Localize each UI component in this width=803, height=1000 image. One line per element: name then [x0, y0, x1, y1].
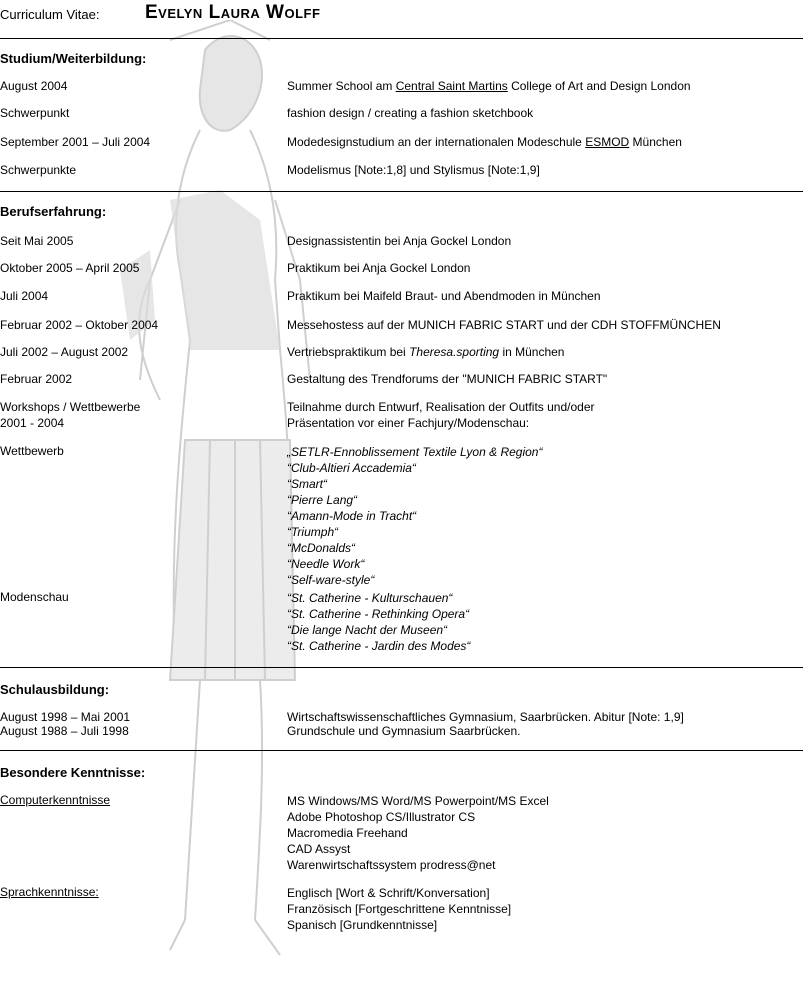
wettbewerb-label: Wettbewerb	[0, 444, 64, 458]
list-item: Spanisch [Grundkenntnisse]	[287, 918, 438, 932]
section-heading-beruf: Berufserfahrung:	[0, 204, 107, 219]
list-item: Englisch [Wort & Schrift/Konversation]	[287, 886, 490, 900]
list-item: “St. Catherine - Jardin des Modes“	[287, 639, 471, 653]
computer-skills-list	[287, 793, 549, 873]
list-item: “Amann-Mode in Tracht“	[287, 509, 417, 523]
modenschau-list	[287, 590, 470, 654]
modenschau-label: Modenschau	[0, 590, 69, 604]
list-item: “St. Catherine - Kulturschauen“	[287, 591, 453, 605]
beruf-row-value: Vertriebspraktikum bei Theresa.sporting in München	[287, 345, 565, 359]
list-item: CAD Assyst	[287, 842, 351, 856]
beruf-row-label: Seit Mai 2005	[0, 234, 74, 248]
list-item: “Smart“	[287, 477, 327, 491]
beruf-row-label: Juli 2004	[0, 289, 49, 303]
cv-label: Curriculum Vitae:	[0, 7, 100, 22]
sprachkenntnisse-label[interactable]: Sprachkenntnisse:	[0, 885, 99, 899]
beruf-row-label: Juli 2002 – August 2002	[0, 345, 129, 359]
schule-row-label: August 1998 – Mai 2001	[0, 710, 131, 724]
beruf-row-label: Oktober 2005 – April 2005	[0, 261, 140, 275]
studium-row-label: August 2004	[0, 79, 68, 93]
beruf-row-value: Designassistentin bei Anja Gockel London	[287, 234, 512, 248]
list-item: MS Windows/MS Word/MS Powerpoint/MS Excel	[287, 794, 549, 808]
workshops-value: Teilnahme durch Entwurf, Realisation der Outfits und/oder Präsentation vor einer Fachjury/Modenschau:	[287, 400, 595, 430]
applicant-name: Evelyn Laura Wolff	[145, 2, 321, 23]
studium-row-value: fashion design / creating a fashion sketchbook	[287, 106, 534, 120]
divider	[0, 667, 803, 668]
list-item: “Pierre Lang“	[287, 493, 358, 507]
schule-row-value: Grundschule und Gymnasium Saarbrücken.	[287, 724, 521, 738]
beruf-row-label: Februar 2002 – Oktober 2004	[0, 318, 159, 332]
divider	[0, 750, 803, 751]
beruf-row-value: Messehostess auf der MUNICH FABRIC START und der CDH STOFFMÜNCHEN	[287, 318, 721, 332]
divider	[0, 38, 803, 39]
section-heading-studium: Studium/Weiterbildung:	[0, 51, 147, 66]
studium-row-value: Modedesignstudium an der internationalen Modeschule ESMOD München	[287, 135, 682, 149]
studium-row-label: Schwerpunkte	[0, 163, 77, 177]
list-item: “Die lange Nacht der Museen“	[287, 623, 448, 637]
list-item: Adobe Photoshop CS/Illustrator CS	[287, 810, 476, 824]
list-item: Macromedia Freehand	[287, 826, 408, 840]
studium-row-value: Modelismus [Note:1,8] und Stylismus [Note:1,9]	[287, 163, 540, 177]
list-item: “Needle Work“	[287, 557, 365, 571]
studium-row-label: September 2001 – Juli 2004	[0, 135, 151, 149]
section-heading-schule: Schulausbildung:	[0, 682, 110, 697]
list-item: Warenwirtschaftssystem prodress@net	[287, 858, 496, 872]
list-item: Französisch [Fortgeschrittene Kenntnisse]	[287, 902, 512, 916]
studium-row-value: Summer School am Central Saint Martins College of Art and Design London	[287, 79, 691, 93]
beruf-row-label: Februar 2002	[0, 372, 73, 386]
beruf-row-value: Gestaltung des Trendforums der "MUNICH FABRIC START"	[287, 372, 608, 386]
wettbewerb-list	[287, 444, 542, 588]
list-item: “St. Catherine - Rethinking Opera“	[287, 607, 470, 621]
divider	[0, 191, 803, 192]
esmod-link[interactable]: ESMOD	[585, 135, 630, 149]
central-saint-martins-link[interactable]: Central Saint Martins	[395, 79, 508, 93]
section-heading-kenntnisse: Besondere Kenntnisse:	[0, 765, 146, 780]
list-item: “Triumph“	[287, 525, 339, 539]
schule-row-label: August 1988 – Juli 1998	[0, 724, 129, 738]
schule-row-value: Wirtschaftswissenschaftliches Gymnasium, Saarbrücken. Abitur [Note: 1,9]	[287, 710, 684, 724]
beruf-row-value: Praktikum bei Anja Gockel London	[287, 261, 471, 275]
beruf-row-value: Praktikum bei Maifeld Braut- und Abendmoden in München	[287, 289, 601, 303]
list-item: “Self-ware-style“	[287, 573, 375, 587]
workshops-label: Workshops / Wettbewerbe 2001 - 2004	[0, 400, 141, 430]
computerkenntnisse-label[interactable]: Computerkenntnisse	[0, 793, 111, 807]
language-skills-list	[287, 885, 511, 933]
list-item: “Club-Altieri Accademia“	[287, 461, 416, 475]
list-item: „SETLR-Ennoblissement Textile Lyon & Region“	[287, 445, 543, 459]
list-item: “McDonalds“	[287, 541, 356, 555]
studium-row-label: Schwerpunkt	[0, 106, 70, 120]
